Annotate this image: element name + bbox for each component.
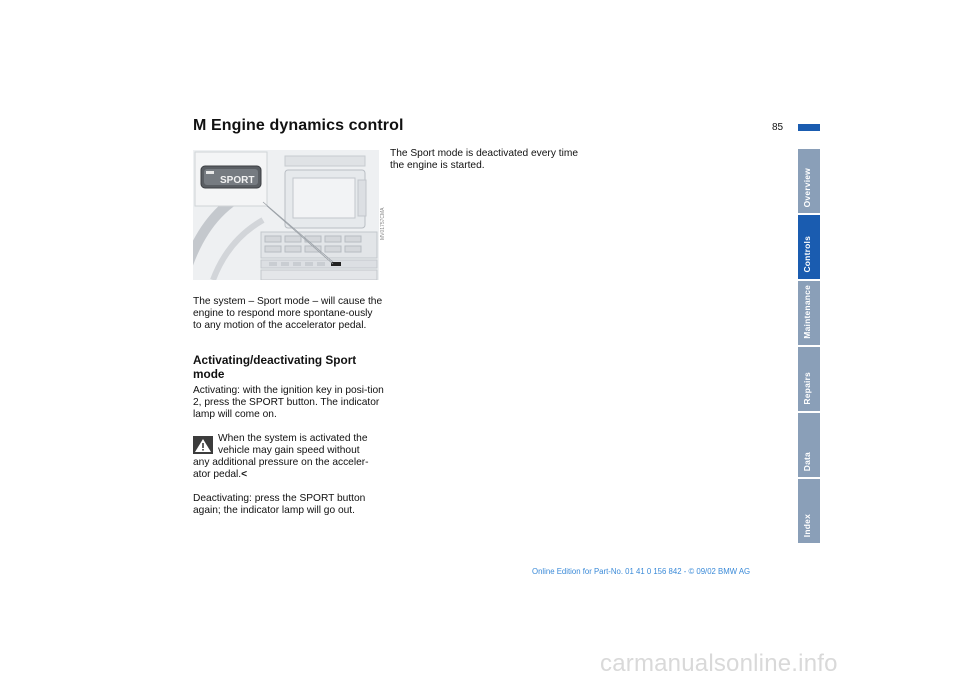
end-marker: < — [241, 469, 248, 481]
tab-controls[interactable]: Controls — [798, 215, 820, 279]
note-paragraph: The Sport mode is deactivated every time the engine is started. — [390, 148, 578, 172]
tab-index[interactable]: Index — [798, 479, 820, 543]
warning-text — [193, 457, 385, 481]
tab-data[interactable]: Data — [798, 413, 820, 477]
section-heading: Activating/deactivating Sport mode — [193, 353, 357, 381]
sport-button-label: SPORT — [220, 175, 255, 186]
activating-paragraph: Activating: with the ignition key in posi-tion 2, press the SPORT button. The indicator lamp will come on. — [193, 385, 384, 421]
tab-repairs[interactable]: Repairs — [798, 347, 820, 411]
dashboard-illustration — [193, 150, 379, 280]
page-title: M Engine dynamics control — [193, 117, 404, 134]
figure-code: MV01757CMA — [380, 207, 386, 240]
page-number: 85 — [772, 122, 784, 133]
deactivating-paragraph: Deactivating: press the SPORT button again; the indicator lamp will go out. — [193, 493, 366, 517]
warning-icon — [193, 436, 213, 454]
intro-paragraph: The system – Sport mode – will cause the engine to respond more spontane-ously to any motion of the accelerator pedal. — [193, 296, 383, 332]
warning-line-2: vehicle may gain speed without — [218, 445, 360, 456]
chapter-sidebar — [798, 149, 820, 545]
tab-overview[interactable]: Overview — [798, 149, 820, 213]
page-marker — [798, 124, 820, 131]
dashboard-drawing — [193, 150, 379, 280]
warning-rest: any additional pressure on the acceler-ator pedal. — [193, 457, 369, 481]
warning-line-1: When the system is activated the — [218, 433, 368, 444]
footer-edition: Online Edition for Part-No. 01 41 0 156 842 - © 09/02 BMW AG — [532, 567, 751, 576]
tab-maintenance[interactable]: Maintenance — [798, 281, 820, 345]
watermark: carmanualsonline.info — [600, 650, 838, 677]
